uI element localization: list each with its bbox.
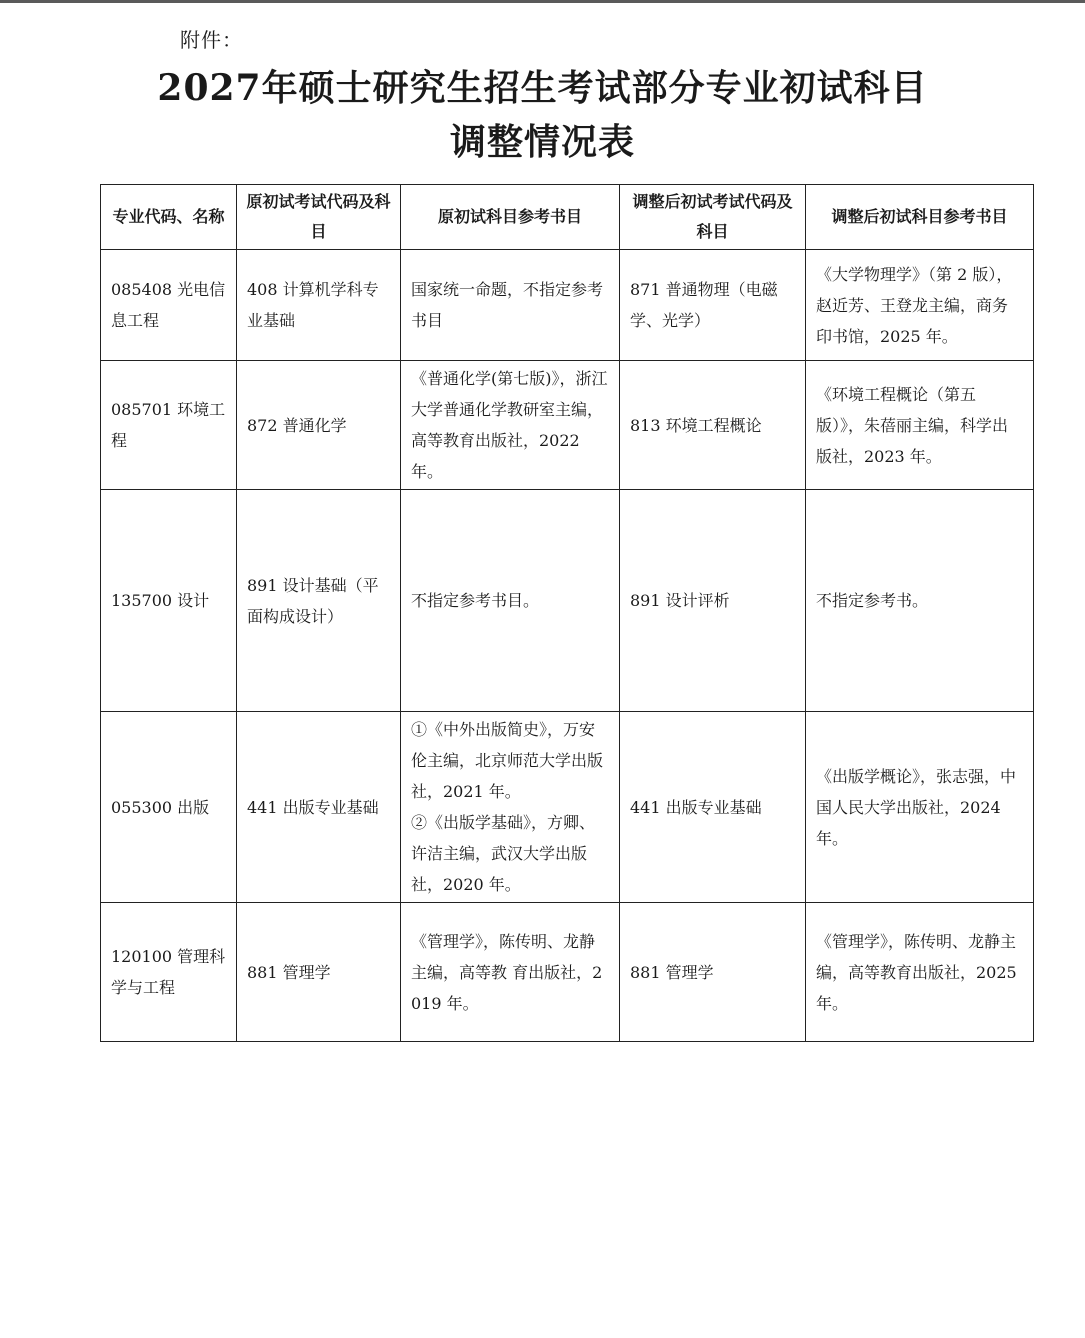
- orig-refs-cell: ①《中外出版简史》，万安伦主编，北京师范大学出版社，2021 年。 ②《出版学基础》，方卿、许洁主编，武汉大学出版社，2020 年。: [401, 712, 620, 903]
- orig-subject-cell: 891 设计基础（平面构成设计）: [237, 490, 401, 712]
- orig-subject-cell: 881 管理学: [237, 903, 401, 1042]
- major-cell: 135700 设计: [101, 490, 237, 712]
- top-rule: [0, 0, 1085, 3]
- column-header-major: 专业代码、名称: [101, 185, 237, 250]
- new-subject-cell: 871 普通物理（电磁学、光学）: [620, 250, 806, 361]
- column-header-orig-subject: 原初试考试代码及科目: [237, 185, 401, 250]
- major-cell: 120100 管理科学与工程: [101, 903, 237, 1042]
- orig-subject-cell: 441 出版专业基础: [237, 712, 401, 903]
- new-refs-cell: 《大学物理学》（第 2 版），赵近芳、王登龙主编，商务印书馆，2025 年。: [806, 250, 1034, 361]
- orig-refs-cell: 不指定参考书目。: [401, 490, 620, 712]
- orig-refs-cell: 《普通化学(第七版)》，浙江大学普通化学教研室主编，高等教育出版社，2022 年。: [401, 361, 620, 490]
- attachment-label: 附件：: [180, 28, 243, 52]
- orig-subject-cell: 872 普通化学: [237, 361, 401, 490]
- column-header-new-subject: 调整后初试考试代码及科目: [620, 185, 806, 250]
- orig-subject-cell: 408 计算机学科专业基础: [237, 250, 401, 361]
- orig-refs-cell: 国家统一命题，不指定参考书目: [401, 250, 620, 361]
- table-row: [101, 490, 1034, 712]
- table-row: [101, 250, 1034, 361]
- new-subject-cell: 813 环境工程概论: [620, 361, 806, 490]
- major-cell: 085408 光电信息工程: [101, 250, 237, 361]
- new-subject-cell: 891 设计评析: [620, 490, 806, 712]
- table-header-row: [101, 185, 1034, 250]
- table-row: [101, 361, 1034, 490]
- major-cell: 055300 出版: [101, 712, 237, 903]
- column-header-new-refs: 调整后初试科目参考书目: [806, 185, 1034, 250]
- new-refs-cell: 《管理学》，陈传明、龙静主编，高等教育出版社，2025 年。: [806, 903, 1034, 1042]
- table-row: [101, 903, 1034, 1042]
- new-refs-cell: 《环境工程概论（第五版）》，朱蓓丽主编，科学出版社，2023 年。: [806, 361, 1034, 490]
- new-subject-cell: 881 管理学: [620, 903, 806, 1042]
- new-refs-cell: 不指定参考书。: [806, 490, 1034, 712]
- new-subject-cell: 441 出版专业基础: [620, 712, 806, 903]
- document-title-line-2: 调整情况表: [449, 121, 635, 163]
- column-header-orig-refs: 原初试科目参考书目: [401, 185, 620, 250]
- document-title-line-1: 2027年硕士研究生招生考试部分专业初试科目: [157, 67, 928, 109]
- subject-adjustment-table: [100, 184, 1034, 1042]
- new-refs-cell: 《出版学概论》，张志强，中国人民大学出版社，2024 年。: [806, 712, 1034, 903]
- table-row: [101, 712, 1034, 903]
- orig-refs-cell: 《管理学》，陈传明、龙静主编，高等教 育出版社，2019 年。: [401, 903, 620, 1042]
- major-cell: 085701 环境工程: [101, 361, 237, 490]
